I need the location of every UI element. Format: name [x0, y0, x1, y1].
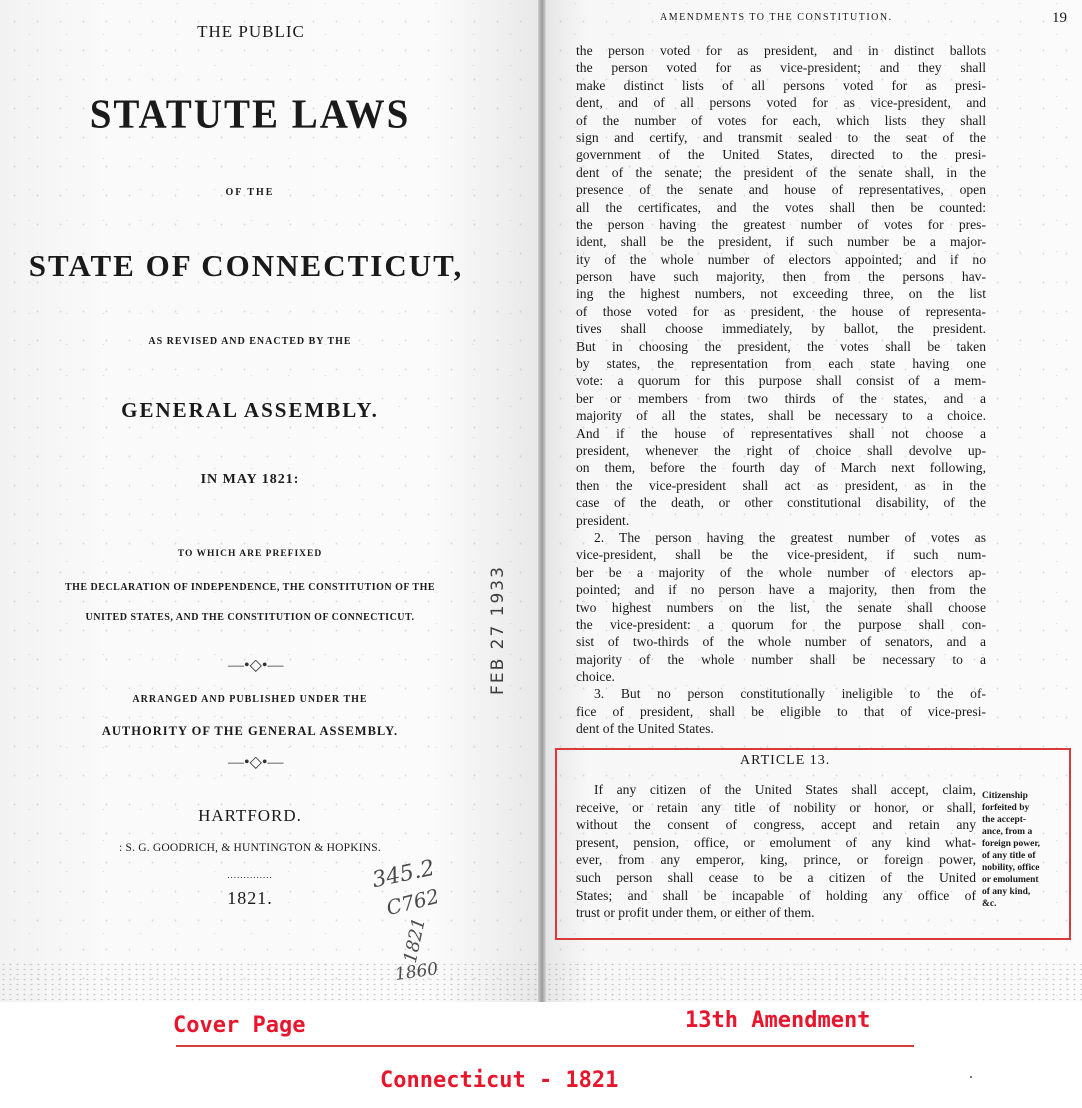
title-of-the: OF THE: [225, 187, 275, 198]
article-12-line: government of the United States, directed to the presi-: [576, 147, 986, 163]
article-12-line: sign and certify, and transmit sealed to the seat of the: [576, 129, 986, 145]
article-12-line: presence of the senate and house of representatives, open: [576, 182, 986, 198]
article-13-highlight-box: [555, 748, 1071, 940]
library-date-stamp: FEB 27 1933: [488, 565, 508, 695]
article-12-line: And if the house of representatives shall not choose a: [576, 425, 986, 441]
article-12-line: vote: a quorum for this purpose shall consist of a mem-: [576, 373, 986, 389]
article-13-line: States; and shall be incapable of holding any office of: [576, 887, 976, 903]
article-12-line: two highest numbers on the list, the senate shall choose: [576, 599, 986, 615]
margin-note-line: the accept-: [982, 815, 1027, 825]
article-13-line: trust or profit under them, or either of them.: [576, 905, 815, 921]
title-statute-laws: STATUTE LAWS: [89, 91, 411, 138]
title-state: STATE OF CONNECTICUT,: [28, 248, 464, 283]
article-12-line: of those voted for as president, the house of representa-: [576, 303, 986, 319]
article-13-line: receive, or retain any title of nobility or honor, or shall,: [576, 799, 976, 815]
article-12-line: on them, before the fourth day of March next following,: [576, 460, 986, 476]
article-12-line: then the vice-president shall act as president, as in the: [576, 477, 986, 493]
amendment-caption: 13th Amendment: [685, 1008, 871, 1033]
ornament-divider: —•◇•—: [228, 754, 284, 771]
article-12-line: the person voted for as vice-president; and they shall: [576, 60, 986, 76]
article-13-title: ARTICLE 13.: [740, 753, 831, 768]
article-12-line: person have such majority, then from the persons hav-: [576, 269, 986, 285]
pencil-note: 345.2: [370, 855, 437, 894]
title-prefixed: TO WHICH ARE PREFIXED: [177, 549, 323, 559]
caption-underline: [176, 1045, 914, 1047]
pencil-note: 1821: [399, 915, 430, 966]
article-12-line: president.: [576, 512, 630, 528]
article-12-line: dent, and of all persons voted for as vice-president, and: [576, 95, 986, 111]
article-12-text: [576, 42, 986, 738]
article-12-line: majority of the whole number shall be necessary to a: [576, 651, 986, 667]
book-gutter: [538, 0, 546, 1002]
page-number: 19: [1052, 10, 1067, 26]
article-12-line: fice of president, shall be eligible to that of vice-presi-: [576, 703, 986, 719]
article-12-line: ity of the whole number of electors appointed; and if no: [576, 251, 986, 267]
article-13-line: such person shall cease to be a citizen of the United: [576, 869, 976, 885]
margin-note-line: of any kind,: [982, 887, 1031, 897]
article-13-line: without the consent of congress, accept and retain any: [576, 817, 976, 833]
article-12-line: majority of all the states, shall be necessary to a choice.: [576, 408, 986, 424]
article-12-line: of the number of votes for each, which lists they shall: [576, 112, 986, 128]
title-dot-rule: ..............: [227, 870, 273, 880]
article-12-line: ing the highest numbers, not exceeding three, on the list: [576, 286, 986, 302]
article-12-line: pointed; and if no person have a majority, then from the: [576, 582, 986, 598]
article-12-line: sist of two-thirds of the whole number of senators, and a: [576, 634, 986, 650]
article-13-line: present, pension, office, or emolument of any kind what-: [576, 834, 976, 850]
title-general-assembly: GENERAL ASSEMBLY.: [121, 398, 379, 422]
article-12-line: president, whenever the right of choice shall devolve up-: [576, 442, 986, 458]
article-12-line: ident, shall be the president, if such number be a major-: [576, 234, 986, 250]
margin-note-line: &c.: [982, 899, 997, 909]
article-13-line: ever, from any emperor, king, prince, or foreign power,: [576, 852, 976, 868]
title-authority: AUTHORITY OF THE GENERAL ASSEMBLY.: [101, 724, 399, 738]
running-head: AMENDMENTS TO THE CONSTITUTION.: [660, 12, 893, 23]
article-12-line: ber or members from two thirds of the states, and a: [576, 390, 986, 406]
article-12-line: make distinct lists of all persons voted for as presi-: [576, 77, 986, 93]
article-12-line: 2. The person having the greatest number of votes as: [594, 529, 986, 545]
bottom-caption: Connecticut - 1821: [380, 1068, 619, 1093]
article-12-line: case of the death, or other constitutional disability, of the: [576, 495, 986, 511]
cover-page-scan: [0, 0, 540, 1002]
title-session: IN MAY 1821:: [200, 472, 300, 487]
ornament-divider: —•◇•—: [228, 657, 284, 674]
margin-note-line: or emolument: [982, 875, 1039, 885]
margin-note-line: of any title of: [982, 851, 1036, 861]
margin-note-line: ance, from a: [982, 827, 1033, 837]
article-12-line: all the certificates, and the votes shall then be counted:: [576, 199, 986, 215]
title-declaration: THE DECLARATION OF INDEPENDENCE, THE CONSTITUTION OF THE: [64, 582, 436, 593]
article-12-line: the person having the greatest number of votes for pres-: [576, 216, 986, 232]
stray-mark: [970, 1076, 972, 1078]
article-12-line: But in choosing the president, the votes shall be taken: [576, 338, 986, 354]
article-12-line: the vice-president: a quorum for the purpose shall con-: [576, 616, 986, 632]
title-printer: : S. G. GOODRICH, & HUNTINGTON & HOPKINS.: [119, 842, 381, 854]
scan-edge-noise: [0, 962, 540, 1002]
margin-note-line: Citizenship: [982, 791, 1028, 801]
title-constitutions: UNITED STATES, AND THE CONSTITUTION OF CONNECTICUT.: [85, 612, 415, 623]
article-12-line: the person voted for as president, and in distinct ballots: [576, 43, 986, 58]
scan-edge-noise: [546, 962, 1082, 1002]
title-city: HARTFORD.: [198, 806, 302, 825]
pencil-note: C762: [383, 883, 442, 921]
article-12-line: vice-president, shall be the vice-president, if such num-: [576, 547, 986, 563]
margin-note-line: nobility, office: [982, 863, 1040, 873]
article-12-line: by states, the representation from each state having one: [576, 356, 986, 372]
article-12-line: dent of the United States.: [576, 721, 714, 737]
article-12-line: tives shall choose immediately, by ballot, the president.: [576, 321, 986, 337]
article-13-line: If any citizen of the United States shall accept, claim,: [594, 782, 976, 797]
article-12-line: ber be a majority of the whole number of electors ap-: [576, 564, 986, 580]
pencil-note: 1860: [393, 959, 440, 985]
article-12-line: 3. But no person constitutionally ineligible to the of-: [594, 686, 986, 702]
cover-page-caption: Cover Page: [173, 1013, 306, 1038]
margin-note-line: foreign power,: [982, 839, 1041, 849]
article-12-line: dent of the senate; the president of the senate shall, in the: [576, 164, 986, 180]
title-the-public: THE PUBLIC: [197, 22, 305, 41]
title-year: 1821.: [227, 888, 273, 908]
margin-note-line: forfeited by: [982, 803, 1030, 813]
title-revised: AS REVISED AND ENACTED BY THE: [148, 336, 352, 347]
article-12-line: choice.: [576, 669, 615, 685]
title-arranged: ARRANGED AND PUBLISHED UNDER THE: [132, 694, 368, 705]
